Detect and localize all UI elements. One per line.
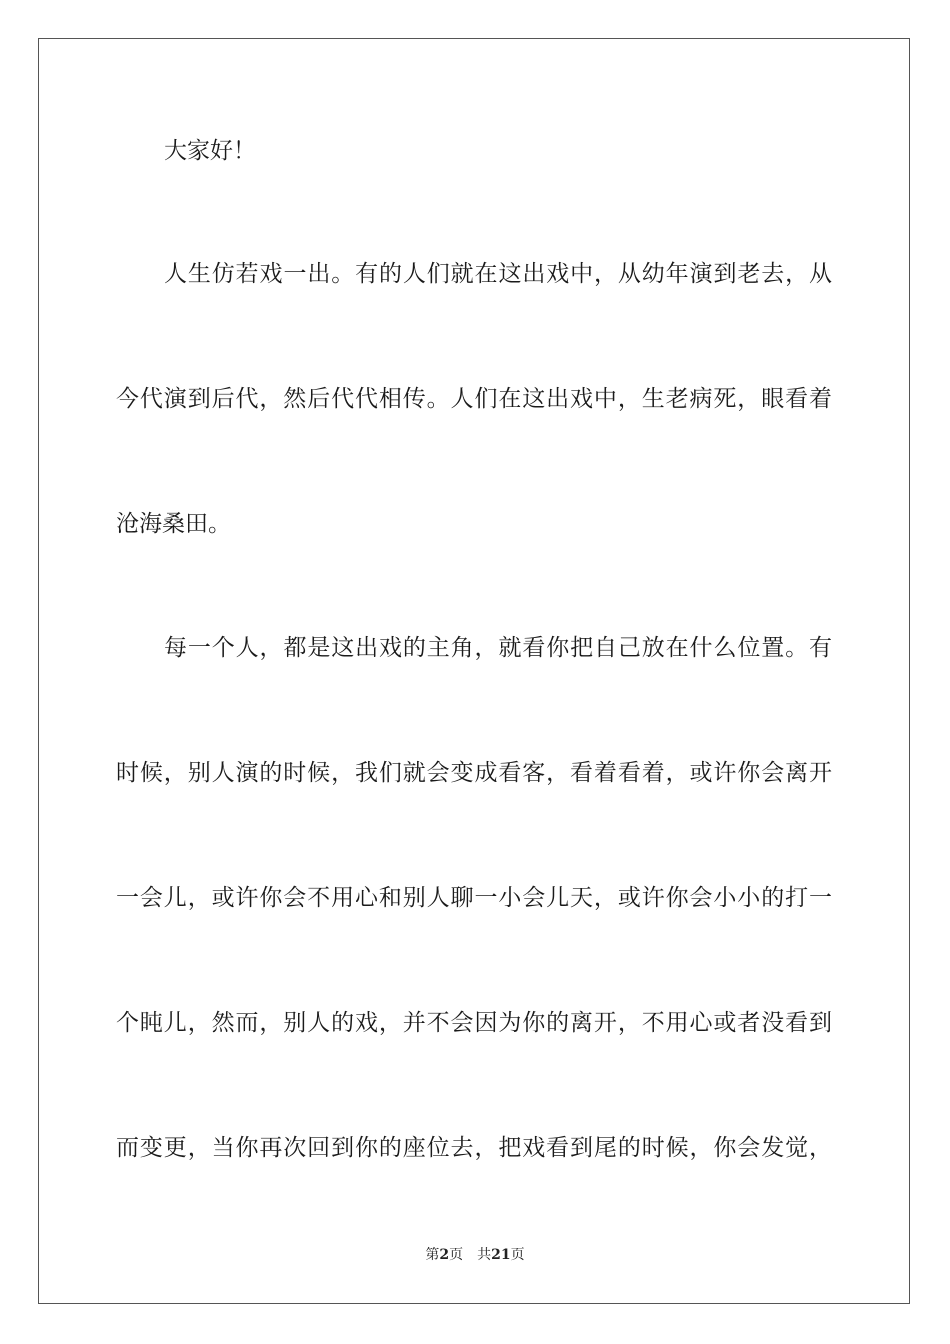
page-border: [38, 38, 910, 1304]
paragraph-2-line-5: 而变更，当你再次回到你的座位去，把戏看到尾的时候，你会发觉，: [116, 1135, 832, 1161]
page-footer: [0, 1246, 950, 1264]
footer-page-prefix: 第: [425, 1247, 440, 1263]
footer-total-prefix: 共: [477, 1247, 492, 1263]
paragraph-2-line-4: 个盹儿，然而，别人的戏，并不会因为你的离开，不用心或者没看到: [116, 1010, 832, 1036]
paragraph-1-line-1: 人生仿若戏一出。有的人们就在这出戏中，从幼年演到老去，从: [164, 261, 832, 287]
footer-total-suffix: 页: [510, 1247, 525, 1263]
paragraph-2-line-3: 一会儿，或许你会不用心和别人聊一小会儿天，或许你会小小的打一: [116, 885, 832, 911]
footer-page-number: 2: [439, 1247, 450, 1263]
greeting-line: 大家好！: [164, 138, 256, 164]
footer-page-suffix: 页: [449, 1247, 464, 1263]
paragraph-2-line-1: 每一个人，都是这出戏的主角，就看你把自己放在什么位置。有: [164, 635, 832, 661]
paragraph-2-line-2: 时候，别人演的时候，我们就会变成看客，看着看着，或许你会离开: [116, 760, 832, 786]
paragraph-1-line-2: 今代演到后代，然后代代相传。人们在这出戏中，生老病死，眼看着: [116, 386, 832, 412]
paragraph-1-line-3: 沧海桑田。: [116, 511, 231, 537]
footer-total-pages: 21: [491, 1247, 511, 1263]
